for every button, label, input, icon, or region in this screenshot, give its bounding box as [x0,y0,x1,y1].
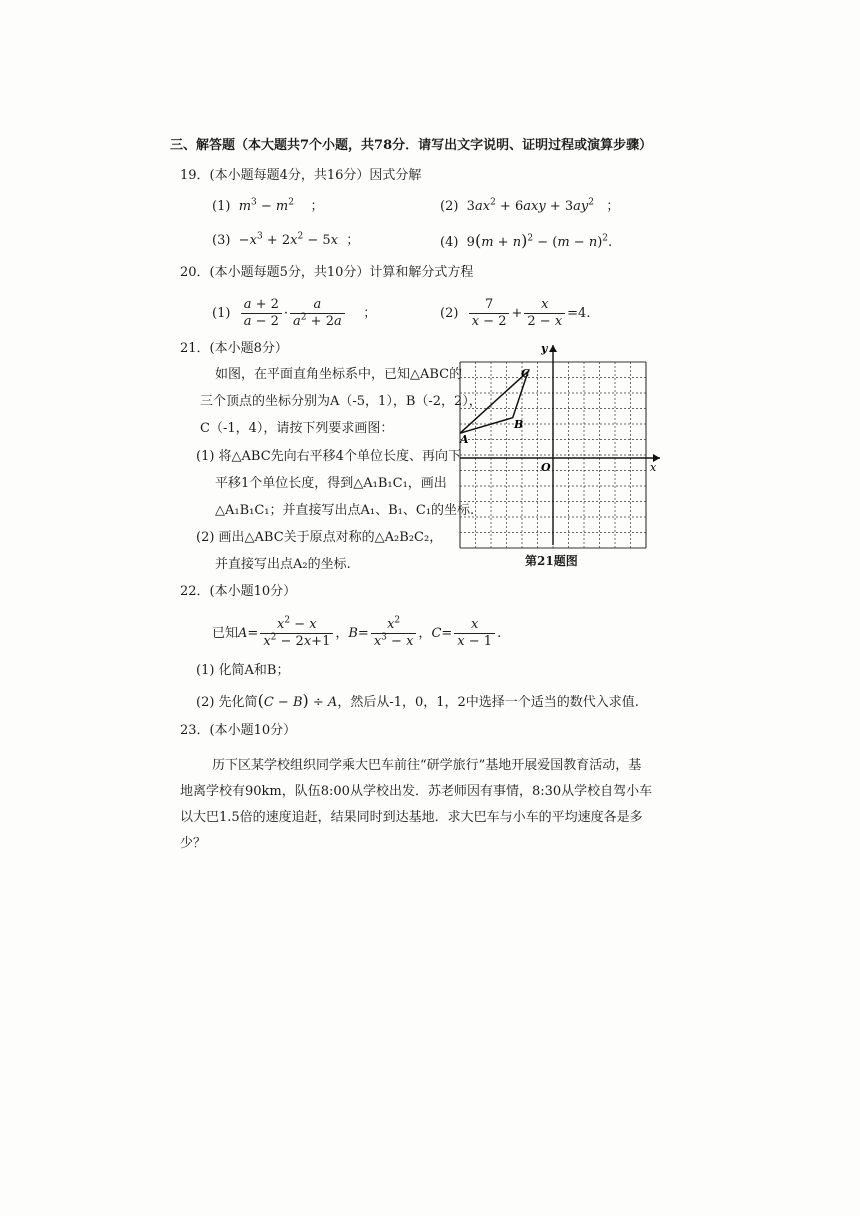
q19-part1: (1) $m^3 - m^2$ ； [212,197,324,214]
label-origin: O [541,461,551,474]
q21-body-1: 如图，在平面直角坐标系中，已知△ABC的 [215,367,463,382]
q22-part1: (1) 化简A和B； [196,663,290,678]
q19-part2: (2) $3ax^2 + 6axy + 3ay^2$ ； [440,197,620,214]
q22-part2: (2) 先化简(C − B) ÷ A，然后从-1，0，1，2中选择一个适当的数代入求值. [196,691,639,710]
q19-part4: (4) $9(m + n)^2 - (m - n)^2$. [440,231,613,250]
q23-line-2: 地离学校有90km，队伍8:00从学校出发．苏老师因有事情，8:30从学校自驾小车 [180,784,653,799]
q23-line-3: 以大巴1.5倍的速度追赶，结果同时到达基地．求大巴车与小车的平均速度各是多 [180,810,643,825]
coordinate-grid-figure [455,340,665,550]
q23-header: 23．(本小题10分） [180,723,297,738]
q21-task2-b: 并直接写出点A₂的坐标. [215,557,351,572]
figure-caption: 第21题图 [525,554,578,568]
label-c: C [521,367,530,380]
q20-header: 20．(本小题每题5分，共10分）计算和解分式方程 [180,265,474,280]
q21-task1-c: △A₁B₁C₁；并直接写出点A₁、B₁、C₁的坐标. [215,503,475,518]
q22-given: 已知A= $\frac{x^2 - x}{x^2 - 2x+1}$ ，B= $\frac{x^2}{x^3 - x}$ ，C= $\frac{x}{x - 1}$ . [212,615,502,649]
q21-task2-a: (2) 画出△ABC关于原点对称的△A₂B₂C₂， [196,530,443,545]
q21-task1-b: 平移1个单位长度，得到△A₁B₁C₁，画出 [215,476,447,491]
label-x-axis: x [650,461,657,474]
q19-header: 19．(本小题每题4分，共16分）因式分解 [180,168,422,183]
q22-header: 22．(本小题10分） [180,584,297,599]
q23-line-1: 历下区某学校组织同学乘大巴车前往“研学旅行”基地开展爱国教育活动，基 [212,758,642,773]
label-a: A [460,433,469,446]
q20-part2: (2) $\frac{7}{x - 2}$ + $\frac{x}{2 - x}$ =4. [440,297,591,329]
q19-part3: $(3) -x^3 + 2x^2 - 5x$ ； [212,231,360,248]
q21-body-3: C（-1，4），请按下列要求画图： [200,421,394,436]
label-b: B [514,418,524,431]
q21-task1-a: (1) 将△ABC先向右平移4个单位长度、再向下 [196,449,461,464]
y-axis-arrow [549,345,557,352]
q23-line-4: 少？ [180,836,207,851]
label-y-axis: y [541,342,548,355]
q20-part1: (1) $\frac{a + 2}{a - 2}$ · $\frac{a}{a^2 + 2a}$ ； [212,297,377,329]
q21-body-2: 三个顶点的坐标分别为A（-5，1），B（-2，2）， [200,394,482,409]
section-title: 三、解答题（本大题共7个小题，共78分．请写出文字说明、证明过程或演算步骤） [170,138,653,153]
q21-header: 21．(本小题8分） [180,341,288,356]
